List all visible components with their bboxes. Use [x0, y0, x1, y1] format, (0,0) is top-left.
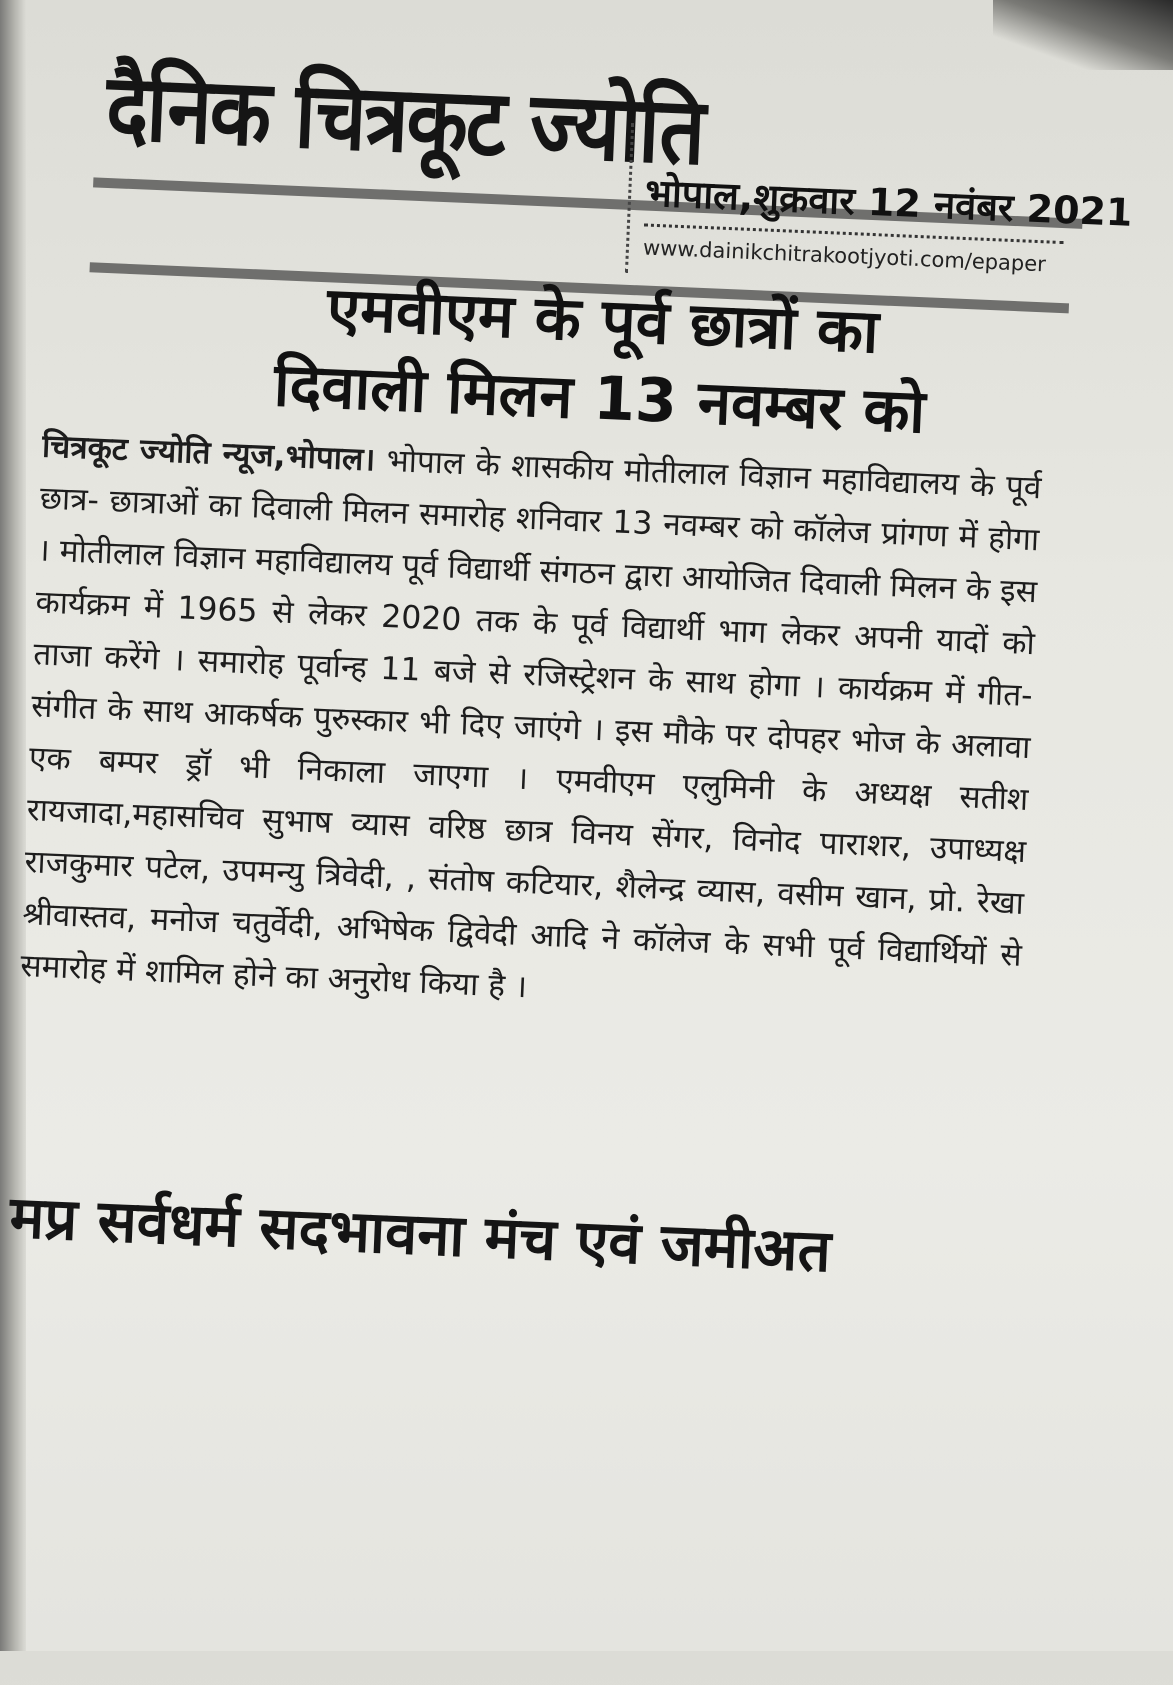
website-url: www.dainikchitrakootjyoti.com/epaper [642, 235, 1047, 277]
article-byline: चित्रकूट ज्योति न्यूज,भोपाल। [41, 428, 377, 479]
article-text: भोपाल के शासकीय मोतीलाल विज्ञान महाविद्यालय के पूर्व छात्र- छात्राओं का दिवाली मिलन समारोह शनिवार 13 नवम्बर को कॉलेज प्रांगण में होगा । मोतीलाल विज्ञान महाविद्यालय पूर्व विद्यार्थी संगठन द्वारा आयोजित दिवाली मिलन के इस कार्यक्रम में 1965 से लेकर 2020 तक के पूर्व विद्यार्थी भाग लेकर अपनी यादों को ताजा करेंगे । समारोह पूर्वान्ह 11 बजे से रजिस्ट्रेशन के साथ होगा । कार्यक्रम में गीत-संगीत के साथ आकर्षक पुरुस्कार भी दिए जाएंगे । इस मौके पर दोपहर भोज के अलावा एक बम्पर ड्रॉ भी निकाला जाएगा । एमवीएम एलुमिनी के अध्यक्ष सतीश रायजादा,महासचिव सुभाष व्यास वरिष्ठ छात्र विनय सेंगर, विनोद पाराशर, उपाध्यक्ष राजकुमार पटेल, उपमन्यु त्रिवेदी, , संतोष कटियार, शैलेन्द्र व्यास, वसीम खान, प्रो. रेखा श्रीवास्तव, मनोज चतुर्वेदी, अभिषेक द्विवेदी आदि ने कॉलेज के सभी पूर्व विद्यार्थियों से समारोह में शामिल होने का अनुरोध किया है । [19, 442, 1043, 1006]
dateline: भोपाल,शुक्रवार 12 नवंबर 2021 [644, 170, 1134, 235]
background-corner [993, 0, 1173, 70]
article-body [19, 420, 1042, 1033]
next-article-headline: मप्र सर्वधर्म सदभावना मंच एवं जमीअत [8, 1182, 833, 1286]
newspaper-page [0, 20, 1149, 1685]
headline-line-2: दिवाली मिलन 13 नवम्बर को [272, 350, 927, 448]
article-headline [198, 265, 1004, 454]
newspaper-masthead: दैनिक चित्रकूट ज्योति [104, 53, 706, 186]
headline-line-1: एमवीएम के पूर्व छात्रों का [325, 274, 881, 368]
